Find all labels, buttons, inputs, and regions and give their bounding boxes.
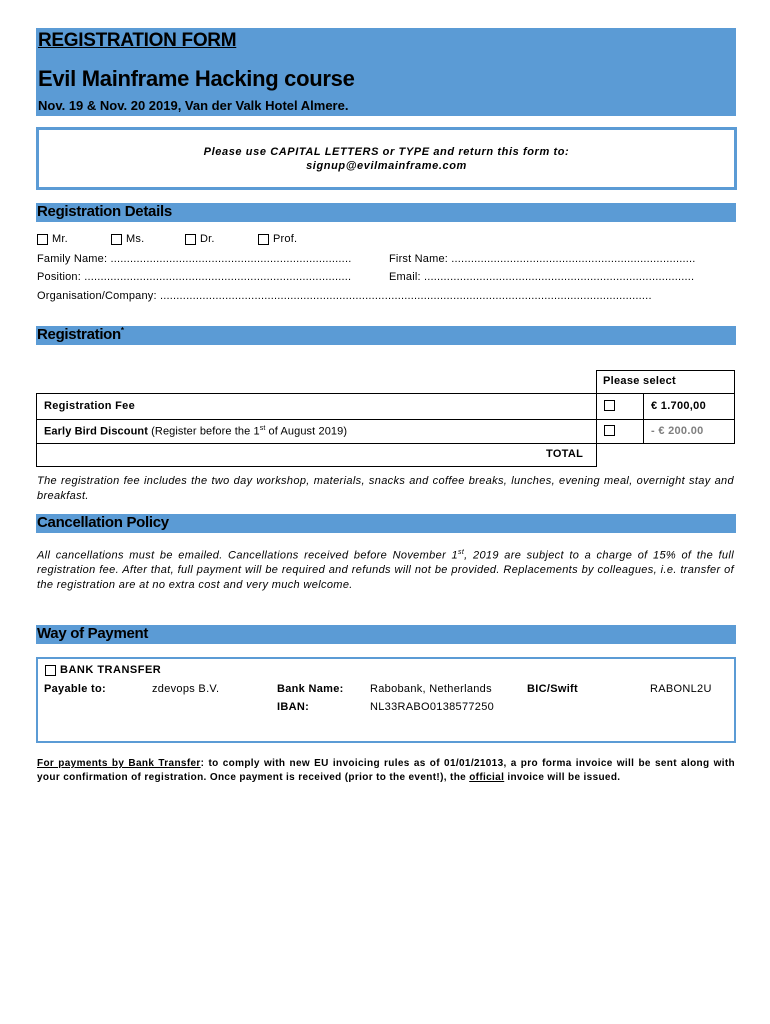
checkbox-prof[interactable] [258,234,269,245]
early-bird-checkbox[interactable] [604,425,615,436]
first-name-field[interactable]: First Name: ........................................................................... [389,253,696,265]
registration-heading-sup: * [120,326,124,335]
title-label-dr: Dr. [200,233,215,245]
course-title: Evil Mainframe Hacking course [38,66,355,91]
title-option-dr[interactable] [185,233,215,245]
registration-fee-checkbox[interactable] [604,400,615,411]
registration-section-bar [36,326,736,345]
cancellation-text: All cancellations must be emailed. Cancellations received before November 1st, 2019 are subject to a charge of 15% of the full registration fee. After that, full payment will be required and refunds will not be provided. Replacements by colleagues, i.e. transfer of the registration are at no extra cost and very much welcome. [37,549,734,591]
table-line [36,419,735,420]
title-label-prof: Prof. [273,233,298,245]
notice-instruction: Please use CAPITAL LETTERS or TYPE and return this form to: [203,146,570,158]
bank-transfer-label: BANK TRANSFER [60,664,162,676]
early-bird-label: Early Bird Discount (Register before the 1st of August 2019) [44,425,348,438]
details-heading: Registration Details [37,203,172,220]
organisation-field[interactable]: Organisation/Company: ....................................................................................................................................................... [37,290,652,302]
payable-to-label: Payable to: [44,683,106,695]
table-line [643,393,644,444]
registration-fee-label: Registration Fee [44,400,135,412]
bic-value: RABONL2U [650,683,712,695]
bank-name-value: Rabobank, Netherlands [370,683,492,695]
bank-transfer-checkbox[interactable] [45,665,56,676]
table-line [734,370,735,444]
registration-note: The registration fee includes the two day workshop, materials, snacks and coffee breaks, lunches, evening meal, overnight stay and breakfast. [37,475,734,502]
bic-label: BIC/Swift [527,683,578,695]
cancellation-heading: Cancellation Policy [37,514,169,531]
position-field[interactable]: Position: .................................................................................. [37,271,352,283]
table-line [596,370,735,371]
table-line [596,370,597,467]
family-name-field[interactable]: Family Name: .......................................................................... [37,253,352,265]
title-option-mr[interactable] [37,233,68,245]
registration-heading: Registration* [37,326,124,343]
bank-transfer-option[interactable] [45,664,161,676]
notice-box [36,127,737,190]
form-title: REGISTRATION FORM [38,30,237,51]
title-label-ms: Ms. [126,233,145,245]
email-field[interactable]: Email: ................................................................................... [389,271,695,283]
table-line [36,393,735,394]
table-line [36,466,596,467]
table-line [36,393,37,467]
checkbox-ms[interactable] [111,234,122,245]
title-option-prof[interactable] [258,233,297,245]
please-select-header: Please select [603,375,677,387]
bank-name-label: Bank Name: [277,683,344,695]
date-location: Nov. 19 & Nov. 20 2019, Van der Valk Hotel Almere. [38,98,349,113]
title-label-mr: Mr. [52,233,68,245]
iban-label: IBAN: [277,701,310,713]
payment-heading: Way of Payment [37,625,149,642]
early-bird-amount: - € 200.00 [651,425,704,437]
registration-fee-amount: € 1.700,00 [651,400,706,412]
total-label: TOTAL [546,448,584,460]
payable-to-value: zdevops B.V. [152,683,220,695]
footer-payment-note: For payments by Bank Transfer: to comply with new EU invoicing rules as of 01/01/21013, a pro forma invoice will be sent along with your confirmation of registration. Once payment is received (prior to the event!), the official invoice will be issued. [37,758,735,783]
checkbox-dr[interactable] [185,234,196,245]
iban-value: NL33RABO0138577250 [370,701,495,713]
notice-email[interactable]: signup@evilmainframe.com [306,160,467,172]
checkbox-mr[interactable] [37,234,48,245]
table-line [36,443,735,444]
title-option-ms[interactable] [111,233,144,245]
